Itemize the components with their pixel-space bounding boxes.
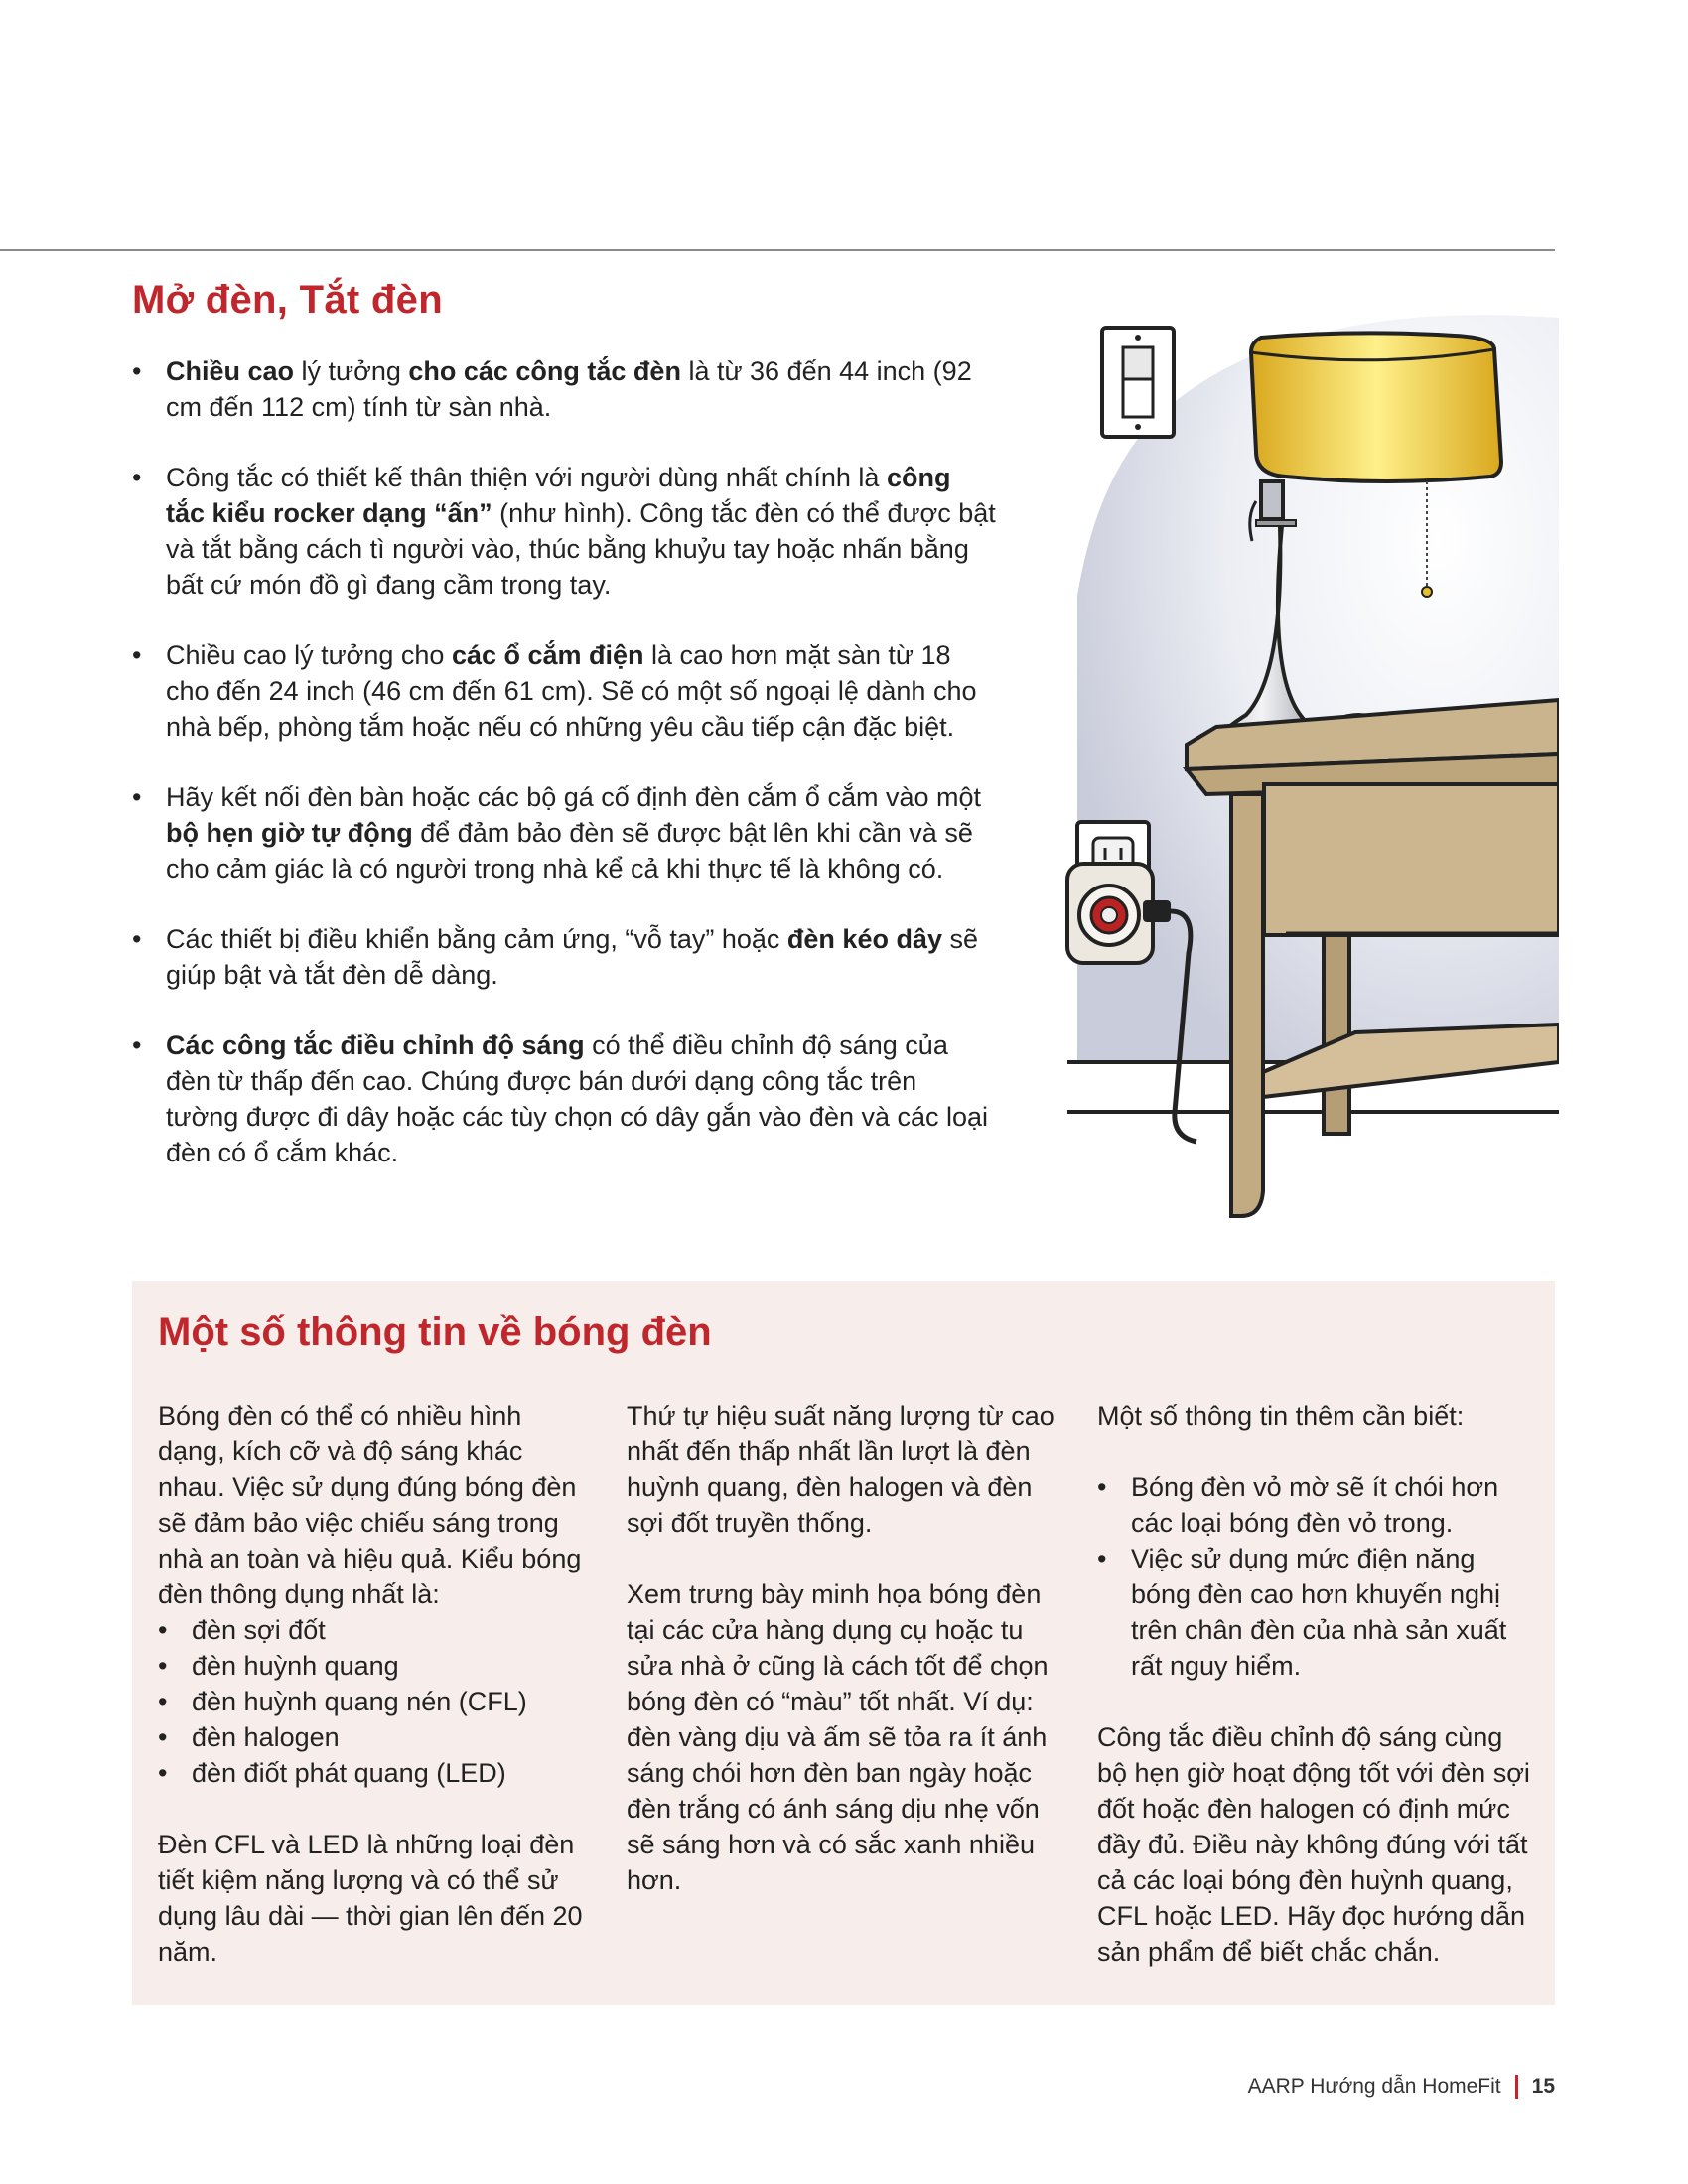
- bullet-item: [132, 353, 996, 425]
- section-title: Mở đèn, Tắt đèn: [132, 278, 443, 322]
- footer-separator: [1515, 2075, 1518, 2099]
- bullet-dot: •: [132, 924, 142, 954]
- list-item: [158, 1612, 595, 1648]
- bullet-item: [132, 921, 996, 993]
- bullet-dot: •: [132, 463, 142, 492]
- rocker-switch: [1102, 328, 1174, 437]
- more-info-intro: Một số thông tin thêm cần biết:: [1097, 1401, 1465, 1431]
- bullet-item: [132, 637, 996, 745]
- bullet-dot: •: [158, 1615, 168, 1645]
- top-divider: [0, 249, 1555, 251]
- bullet-text: Hãy kết nối đèn bàn hoặc các bộ gá cố định đèn cắm ổ cắm vào một: [166, 782, 981, 812]
- bullet-emphasis: bộ hẹn giờ tự động: [166, 818, 413, 848]
- bullet-emphasis: cho các công tắc đèn: [408, 356, 681, 386]
- bullet-emphasis: đèn kéo dây: [786, 924, 942, 954]
- bullet-text: Công tắc có thiết kế thân thiện với người dùng nhất chính là: [166, 463, 887, 492]
- bullet-item: [132, 460, 996, 603]
- bullet-dot: •: [1097, 1472, 1107, 1502]
- list-item-text: đèn halogen: [192, 1722, 340, 1752]
- list-item-text: đèn huỳnh quang nén (CFL): [192, 1687, 527, 1716]
- list-item: [1097, 1469, 1534, 1541]
- lighting-bullet-list: [132, 353, 996, 1205]
- bulb-outro: Đèn CFL và LED là những loại đèn tiết kiệm năng lượng và có thể sử dụng lâu dài — thời gian lên đến 20 năm.: [158, 1830, 583, 1967]
- list-item-text: Bóng đèn vỏ mờ sẽ ít chói hơn các loại bóng đèn vỏ trong.: [1131, 1472, 1499, 1538]
- list-item-text: đèn sợi đốt: [192, 1615, 326, 1645]
- bullet-text: để đảm bảo đèn sẽ được bật lên khi cần và sẽ cho cảm giác là có người trong nhà kể cả khi thực tế là không có.: [166, 818, 973, 884]
- bullet-item: [132, 1027, 996, 1170]
- bulb-info-box: [132, 1281, 1555, 2005]
- list-item: [158, 1719, 595, 1755]
- bullet-text: Các thiết bị điều khiển bằng cảm ứng, “vỗ tay” hoặc: [166, 924, 787, 954]
- efficiency-paragraph: Thứ tự hiệu suất năng lượng từ cao nhất đến thấp nhất lần lượt là đèn huỳnh quang, đèn halogen và đèn sợi đốt truyền thống.: [627, 1401, 1055, 1538]
- bullet-text: sẽ giúp bật và tắt đèn dễ dàng.: [166, 924, 979, 990]
- list-item: [1097, 1541, 1534, 1684]
- page-number: 15: [1531, 2075, 1555, 2098]
- bullet-item: [132, 779, 996, 887]
- bullet-dot: •: [132, 782, 142, 812]
- info-column-1: [158, 1398, 595, 1970]
- bullet-text: là từ 36 đến 44 inch (92 cm đến 112 cm) tính từ sàn nhà.: [166, 356, 972, 422]
- list-item-text: đèn điốt phát quang (LED): [192, 1758, 506, 1788]
- info-column-2: [627, 1398, 1063, 1898]
- info-column-3: [1097, 1398, 1534, 1970]
- bullet-emphasis: công tắc kiểu rocker dạng “ấn”: [166, 463, 951, 528]
- list-item: [158, 1755, 595, 1791]
- bullet-dot: •: [158, 1758, 168, 1788]
- bullet-text: có thể điều chỉnh độ sáng của đèn từ thấp đến cao. Chúng được bán dưới dạng công tắc trên tường được đi dây hoặc các tùy chọn có dây gắn vào đèn và các loại đèn có ổ cắm khác.: [166, 1030, 989, 1167]
- list-item-text: Việc sử dụng mức điện năng bóng đèn cao hơn khuyến nghị trên chân đèn của nhà sản xuất rất nguy hiểm.: [1131, 1544, 1507, 1681]
- bullet-text: là cao hơn mặt sàn từ 18 cho đến 24 inch (46 cm đến 61 cm). Sẽ có một số ngoại lệ dành cho nhà bếp, phòng tắm hoặc nếu có những yêu cầu tiếp cận đặc biệt.: [166, 640, 977, 742]
- bulb-intro: Bóng đèn có thể có nhiều hình dạng, kích cỡ và độ sáng khác nhau. Việc sử dụng đúng bóng đèn sẽ đảm bảo việc chiếu sáng trong nhà an toàn và hiệu quả. Kiểu bóng đèn thông dụng nhất là:: [158, 1401, 582, 1609]
- bullet-dot: •: [158, 1687, 168, 1716]
- bullet-emphasis: các ổ cắm điện: [451, 640, 644, 670]
- color-paragraph: Xem trưng bày minh họa bóng đèn tại các cửa hàng dụng cụ hoặc tu sửa nhà ở cũng là cách tốt để chọn bóng đèn có “màu” tốt nhất. Ví dụ: đèn vàng dịu và ấm sẽ tỏa ra ít ánh sáng chói hơn đèn ban ngày hoặc đèn trắng có ánh sáng dịu nhẹ vốn sẽ sáng hơn và có sắc xanh nhiều hơn.: [627, 1579, 1049, 1895]
- list-item-text: đèn huỳnh quang: [192, 1651, 399, 1681]
- footer-label: AARP Hướng dẫn HomeFit: [1247, 2075, 1501, 2098]
- bullet-text: lý tưởng: [294, 356, 409, 386]
- bullet-dot: •: [1097, 1544, 1107, 1573]
- more-info-list: [1097, 1469, 1534, 1684]
- bulb-type-list: [158, 1612, 595, 1791]
- bullet-text: Chiều cao lý tưởng cho: [166, 640, 452, 670]
- bullet-dot: •: [158, 1722, 168, 1752]
- list-item: [158, 1648, 595, 1684]
- dimmer-paragraph: Công tắc điều chỉnh độ sáng cùng bộ hẹn giờ hoạt động tốt với đèn sợi đốt hoặc đèn halogen có định mức đầy đủ. Điều này không đúng với tất cả các loại bóng đèn huỳnh quang, CFL hoặc LED. Hãy đọc hướng dẫn sản phẩm để biết chắc chắn.: [1097, 1722, 1530, 1967]
- list-item: [158, 1684, 595, 1719]
- bullet-dot: •: [132, 356, 142, 386]
- bullet-text: (như hình). Công tắc đèn có thể được bật và tắt bằng cách tì người vào, thúc bằng khuỷu tay hoặc nhấn bằng bất cứ món đồ gì đang cầm trong tay.: [166, 498, 996, 600]
- bullet-emphasis: Chiều cao: [166, 356, 295, 386]
- info-title: Một số thông tin về bóng đèn: [158, 1310, 712, 1354]
- page-footer: [1248, 2075, 1555, 2099]
- bullet-dot: •: [132, 640, 142, 670]
- bullet-dot: •: [158, 1651, 168, 1681]
- bullet-dot: •: [132, 1030, 142, 1060]
- lamp-table-illustration: [1057, 298, 1559, 1251]
- bullet-emphasis: Các công tắc điều chỉnh độ sáng: [166, 1030, 585, 1060]
